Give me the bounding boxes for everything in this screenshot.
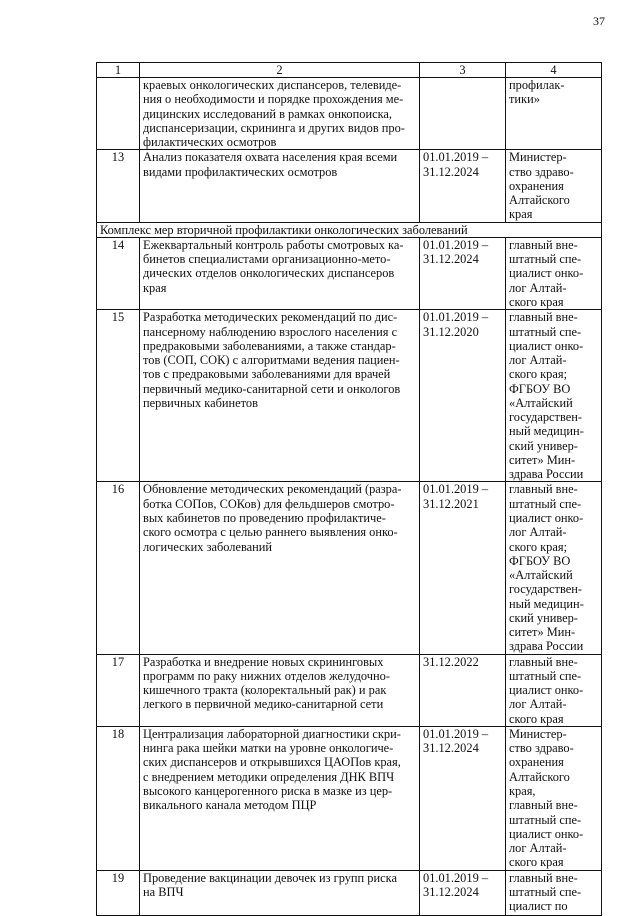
executor-cell-line: главный вне- <box>509 482 578 497</box>
executor-cell <box>506 150 602 222</box>
measure-description-line: вых кабинетов по проведению профилактиче- <box>143 510 386 525</box>
executor-cell-line: ный медицин- <box>509 596 584 611</box>
table-row <box>97 310 602 482</box>
executor-cell-line: охранения <box>509 755 564 770</box>
executor-cell-line: ситет» Мин- <box>509 625 576 640</box>
executor-cell-line: циалист онко- <box>509 338 584 353</box>
measure-description-line: бинетов специалистами организационно-мето- <box>143 252 391 267</box>
measure-description-line: Обновление методических рекомендаций (разра- <box>143 482 402 497</box>
measure-description-line: Централизация лабораторной диагностики скри- <box>143 726 401 741</box>
executor-cell-line: главный вне- <box>509 310 578 325</box>
row-number: 19 <box>97 870 140 915</box>
measure-description-line: Разработка методических рекомендаций по дис- <box>143 310 398 325</box>
executor-cell-line: лог Алтай- <box>509 841 567 856</box>
executor-cell-line: тики» <box>509 92 540 107</box>
executor-cell-line: ского края; <box>509 367 568 382</box>
executor-cell-line: профилак- <box>509 78 565 92</box>
measure-description-line: ских диспансеров и открывшихся ЦАОПов края, <box>143 755 401 770</box>
executor-cell-line: главный вне- <box>509 654 578 669</box>
executor-cell-line: ский универ- <box>509 438 578 453</box>
section-row <box>97 222 602 237</box>
table-row <box>97 482 602 654</box>
row-number: 15 <box>97 310 140 482</box>
measure-description-line: края <box>143 280 167 295</box>
period-cell <box>420 237 506 309</box>
table-row <box>97 654 602 726</box>
executor-cell-line: края <box>509 207 533 222</box>
executor-cell-line: ский универ- <box>509 610 578 625</box>
measure-description-line: краевых онкологических диспансеров, телевиде- <box>143 78 402 92</box>
measure-description-line: видами профилактических осмотров <box>143 164 338 179</box>
measure-description <box>140 78 420 150</box>
table-row <box>97 78 602 150</box>
measure-description <box>140 310 420 482</box>
executor-cell-line: здрава России <box>509 639 584 654</box>
measure-description-line: дических отделов онкологических диспансеров <box>143 266 395 281</box>
executor-cell-line: Министер- <box>509 726 567 741</box>
period-cell <box>420 150 506 222</box>
measure-description-line: ния о необходимости и порядке прохождения ме- <box>143 92 404 107</box>
period-cell <box>420 310 506 482</box>
period-cell-line: 31.12.2024 <box>423 884 479 899</box>
executor-cell <box>506 482 602 654</box>
measure-description-line: викального канала методом ПЦР <box>143 798 317 813</box>
executor-cell-line: циалист онко- <box>509 266 584 281</box>
executor-cell-line: здрава России <box>509 467 584 482</box>
measure-description-line: программ по раку нижних отделов желудочно- <box>143 668 390 683</box>
measure-description-line: тов с предраковыми заболеваниями для врачей <box>143 367 391 382</box>
measure-description-line: диспансеризации, скрининга и других видов про- <box>143 120 405 135</box>
executor-cell-line: ФГБОУ ВО <box>509 381 571 396</box>
period-cell <box>420 654 506 726</box>
measure-description <box>140 870 420 915</box>
executor-cell-line: штатный спе- <box>509 884 582 899</box>
measure-description <box>140 654 420 726</box>
executor-cell-line: лог Алтай- <box>509 280 567 295</box>
measure-description-line: Анализ показателя охвата населения края всеми <box>143 150 398 165</box>
table-header-row <box>97 63 602 78</box>
period-cell <box>420 482 506 654</box>
measure-description <box>140 237 420 309</box>
period-cell-line: 01.01.2019 – <box>423 482 489 497</box>
executor-cell-line: штатный спе- <box>509 812 582 827</box>
table-row <box>97 870 602 915</box>
table-row <box>97 150 602 222</box>
measure-description <box>140 150 420 222</box>
row-number: 16 <box>97 482 140 654</box>
measure-description-line: Разработка и внедрение новых скрининговых <box>143 654 384 669</box>
measure-description-line: на ВПЧ <box>143 884 184 899</box>
executor-cell-line: лог Алтай- <box>509 697 567 712</box>
measure-description-line: дицинских исследований в рамках онкопоиска, <box>143 106 393 121</box>
executor-cell-line: ство здраво- <box>509 741 574 756</box>
measure-description-line: предраковыми заболеваниями, а также стандар- <box>143 338 396 353</box>
executor-cell-line: главный вне- <box>509 798 578 813</box>
measure-description-line: ботка СОПов, СОКов) для фельдшеров смотро- <box>143 496 395 511</box>
row-number: 18 <box>97 726 140 870</box>
period-cell-line: 31.12.2020 <box>423 324 479 339</box>
table-row <box>97 237 602 309</box>
table-row <box>97 726 602 870</box>
row-number: 14 <box>97 237 140 309</box>
measure-description-line: логических заболеваний <box>143 539 273 554</box>
section-title: Комплекс мер вторичной профилактики онкологических заболеваний <box>97 222 602 237</box>
header-col-3: 3 <box>420 63 506 78</box>
executor-cell-line: ского края <box>509 855 564 870</box>
executor-cell-line: государствен- <box>509 410 582 425</box>
period-cell-line: 31.12.2022 <box>423 654 479 669</box>
executor-cell-line: штатный спе- <box>509 324 582 339</box>
measure-description-line: Проведение вакцинации девочек из групп риска <box>143 870 397 885</box>
measure-description-line: кишечного тракта (колоректальный рак) и рак <box>143 683 387 698</box>
executor-cell-line: Алтайского <box>509 769 570 784</box>
period-cell-line: 01.01.2019 – <box>423 150 489 165</box>
period-cell <box>420 870 506 915</box>
executor-cell-line: края, <box>509 784 536 799</box>
executor-cell <box>506 726 602 870</box>
row-number <box>97 78 140 150</box>
executor-cell-line: ство здраво- <box>509 164 574 179</box>
period-cell-line: 01.01.2019 – <box>423 310 489 325</box>
period-cell-line: 31.12.2021 <box>423 496 479 511</box>
measure-description-line: с внедрением методики определения ДНК ВПЧ <box>143 769 395 784</box>
executor-cell <box>506 870 602 915</box>
executor-cell-line: «Алтайский <box>509 568 573 583</box>
executor-cell-line: лог Алтай- <box>509 353 567 368</box>
measures-table <box>96 62 602 916</box>
executor-cell <box>506 310 602 482</box>
measure-description-line: пансерному наблюдению взрослого населения с <box>143 324 398 339</box>
executor-cell-line: лог Алтай- <box>509 525 567 540</box>
executor-cell-line: циалист онко- <box>509 510 584 525</box>
executor-cell-line: охранения <box>509 178 564 193</box>
executor-cell-line: штатный спе- <box>509 668 582 683</box>
measure-description-line: Ежеквартальный контроль работы смотровых ка- <box>143 237 404 252</box>
executor-cell-line: «Алтайский <box>509 395 573 410</box>
executor-cell <box>506 78 602 150</box>
executor-cell-line: циалист онко- <box>509 826 584 841</box>
executor-cell-line: Алтайского <box>509 193 570 208</box>
executor-cell-line: ФГБОУ ВО <box>509 553 571 568</box>
period-cell-line: 31.12.2024 <box>423 252 479 267</box>
measure-description <box>140 726 420 870</box>
measure-description-line: филактических осмотров <box>143 135 277 150</box>
executor-cell-line: Министер- <box>509 150 567 165</box>
measure-description-line: нинга рака шейки матки на уровне онкологиче- <box>143 741 394 756</box>
measure-description-line: ского осмотра с целью раннего выявления онко- <box>143 525 398 540</box>
executor-cell-line: ского края <box>509 294 564 309</box>
executor-cell-line: ского края <box>509 711 564 726</box>
period-cell-line: 31.12.2024 <box>423 741 479 756</box>
executor-cell-line: главный вне- <box>509 870 578 885</box>
executor-cell-line: циалист по <box>509 899 568 914</box>
measure-description-line: первичный медико-санитарной сети и онкологов <box>143 381 401 396</box>
table-body <box>97 63 602 916</box>
measure-description-line: высокого канцерогенного риска в мазке из цер- <box>143 784 393 799</box>
header-col-1: 1 <box>97 63 140 78</box>
executor-cell-line: главный вне- <box>509 237 578 252</box>
executor-cell <box>506 237 602 309</box>
executor-cell-line: государствен- <box>509 582 582 597</box>
row-number: 17 <box>97 654 140 726</box>
period-cell <box>420 726 506 870</box>
measure-description <box>140 482 420 654</box>
period-cell-line: 01.01.2019 – <box>423 726 489 741</box>
executor-cell-line: ситет» Мин- <box>509 452 576 467</box>
measure-description-line: первичных кабинетов <box>143 395 258 410</box>
period-cell <box>420 78 506 150</box>
executor-cell <box>506 654 602 726</box>
period-cell-line: 31.12.2024 <box>423 164 479 179</box>
executor-cell-line: ный медицин- <box>509 424 584 439</box>
header-col-4: 4 <box>506 63 602 78</box>
executor-cell-line: циалист онко- <box>509 683 584 698</box>
measure-description-line: легкого в первичной медико-санитарной сети <box>143 697 384 712</box>
row-number: 13 <box>97 150 140 222</box>
page-number: 37 <box>593 14 605 28</box>
measure-description-line: тов (СОП, СОК) с алгоритмами ведения пациен- <box>143 353 400 368</box>
executor-cell-line: штатный спе- <box>509 496 582 511</box>
executor-cell-line: штатный спе- <box>509 252 582 267</box>
period-cell-line: 01.01.2019 – <box>423 237 489 252</box>
period-cell-line: 01.01.2019 – <box>423 870 489 885</box>
executor-cell-line: ского края; <box>509 539 568 554</box>
header-col-2: 2 <box>140 63 420 78</box>
